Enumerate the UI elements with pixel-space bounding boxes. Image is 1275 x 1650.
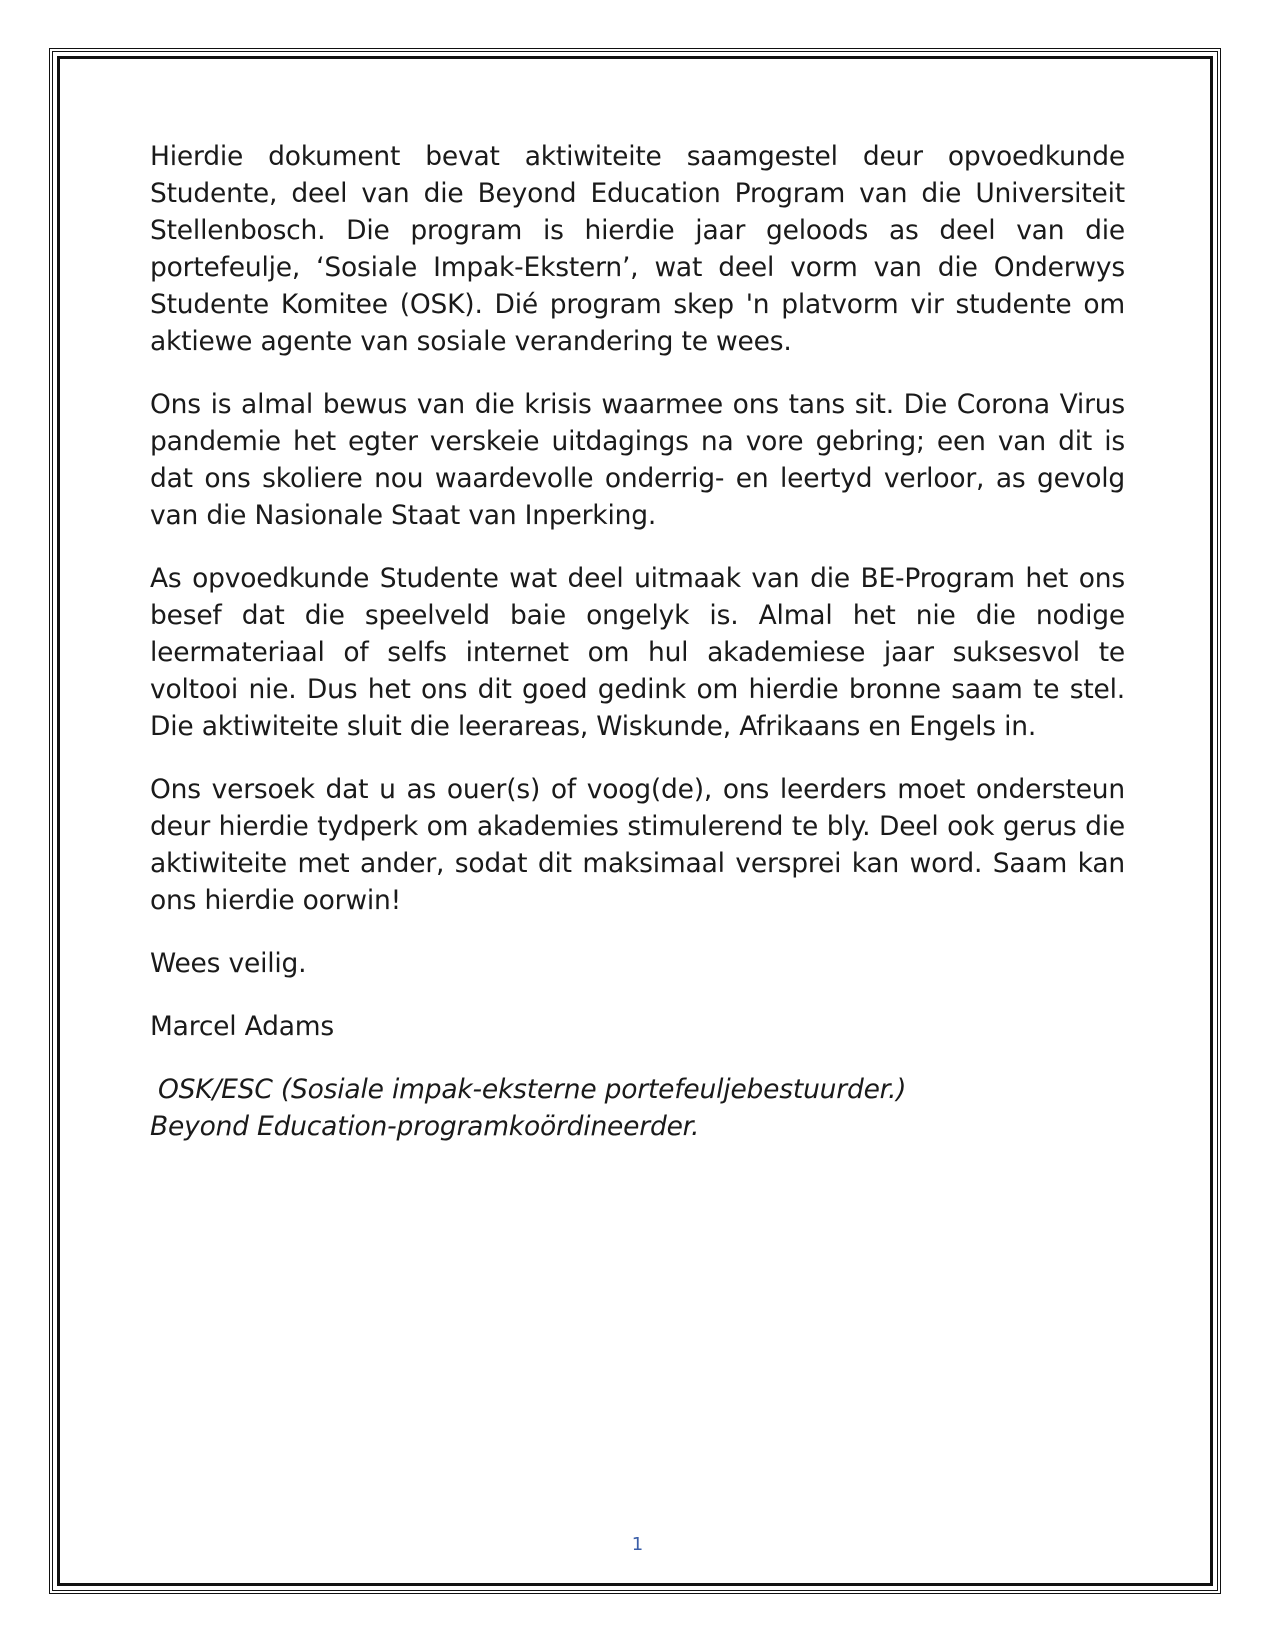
paragraph-intro: Hierdie dokument bevat aktiwiteite saamgestel deur opvoedkunde Studente, deel van die Beyond Education Program van die Universiteit Stellenbosch. Die program is hierdie jaar geloods as deel van die portefeulje, ‘Sosiale Impak-Ekstern’, wat deel vorm van die Onderwys Studente Komitee (OSK). Dié program skep 'n platvorm vir studente om aktiewe agente van sosiale verandering te wees. [150, 141, 1125, 357]
signatory-role-line-2: Beyond Education-programkoördineerder. [150, 1111, 700, 1142]
signatory-role-line-1: OSK/ESC (Sosiale impak-eksterne portefeuljebestuurder.) [158, 1074, 907, 1105]
paragraph-resources: As opvoedkunde Studente wat deel uitmaak van die BE-Program het ons besef dat die speelveld baie ongelyk is. Almal het nie die nodige leermateriaal of selfs internet om hul akademiese jaar suksesvol te voltooi nie. Dus het ons dit goed gedink om hierdie bronne saam te stel. Die aktiwiteite sluit die leerareas, Wiskunde, Afrikaans en Engels in. [150, 563, 1125, 742]
paragraph-request: Ons versoek dat u as ouer(s) of voog(de), ons leerders moet ondersteun deur hierdie tydperk om akademies stimulerend te bly. Deel ook gerus die aktiwiteite met ander, sodat dit maksimaal versprei kan word. Saam kan ons hierdie oorwin! [150, 774, 1125, 916]
paragraph-crisis: Ons is almal bewus van die krisis waarmee ons tans sit. Die Corona Virus pandemie het egter verskeie uitdagings na vore gebring; een van dit is dat ons skoliere nou waardevolle onderrig- en leertyd verloor, as gevolg van die Nasionale Staat van Inperking. [150, 389, 1125, 531]
page-number: 1 [631, 1534, 644, 1555]
closing-line: Wees veilig. [150, 948, 307, 979]
letter-body [150, 138, 1125, 1145]
signatory-name: Marcel Adams [150, 1011, 335, 1042]
